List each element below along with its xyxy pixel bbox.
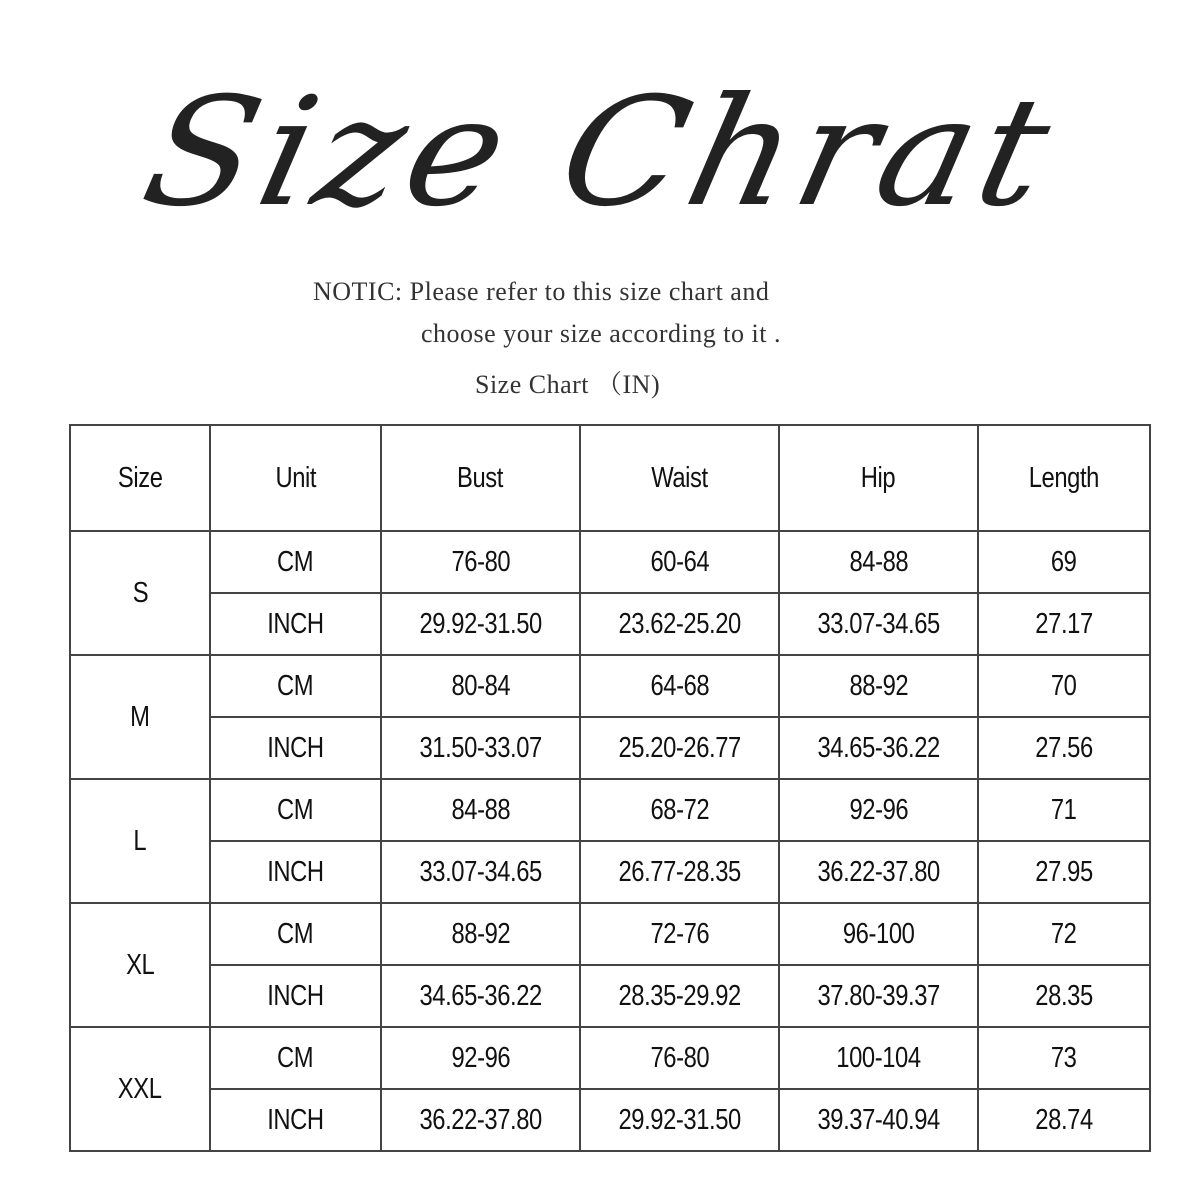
- table-row: [70, 1089, 1150, 1151]
- length-cell: 70: [978, 655, 1150, 717]
- length-cell: 27.17: [978, 593, 1150, 655]
- hip-cell: 37.80-39.37: [779, 965, 978, 1027]
- size-chart-unit-label: Size Chart （IN): [475, 370, 661, 399]
- size-cell: XL: [70, 903, 210, 1027]
- waist-cell: 76-80: [580, 1027, 779, 1089]
- size-cell: M: [70, 655, 210, 779]
- length-cell: 27.95: [978, 841, 1150, 903]
- unit-cell: CM: [210, 779, 381, 841]
- bust-cell: 33.07-34.65: [381, 841, 580, 903]
- unit-cell: CM: [210, 531, 381, 593]
- bust-cell: 31.50-33.07: [381, 717, 580, 779]
- bust-cell: 92-96: [381, 1027, 580, 1089]
- length-cell: 27.56: [978, 717, 1150, 779]
- waist-cell: 28.35-29.92: [580, 965, 779, 1027]
- table-row: [70, 965, 1150, 1027]
- bust-cell: 29.92-31.50: [381, 593, 580, 655]
- hip-cell: 34.65-36.22: [779, 717, 978, 779]
- header-size: Size: [70, 425, 210, 531]
- unit-cell: INCH: [210, 841, 381, 903]
- length-cell: 72: [978, 903, 1150, 965]
- unit-cell: CM: [210, 1027, 381, 1089]
- hip-cell: 84-88: [779, 531, 978, 593]
- hip-cell: 96-100: [779, 903, 978, 965]
- waist-cell: 26.77-28.35: [580, 841, 779, 903]
- length-cell: 69: [978, 531, 1150, 593]
- hip-cell: 100-104: [779, 1027, 978, 1089]
- waist-cell: 64-68: [580, 655, 779, 717]
- notice-line-1: NOTIC: Please refer to this size chart and: [313, 277, 770, 306]
- unit-cell: INCH: [210, 593, 381, 655]
- bust-cell: 76-80: [381, 531, 580, 593]
- waist-cell: 72-76: [580, 903, 779, 965]
- size-cell: XXL: [70, 1027, 210, 1151]
- table-row: [70, 841, 1150, 903]
- length-cell: 28.74: [978, 1089, 1150, 1151]
- header-waist: Waist: [580, 425, 779, 531]
- bust-cell: 34.65-36.22: [381, 965, 580, 1027]
- bust-cell: 88-92: [381, 903, 580, 965]
- page-title: Size Chrat: [129, 66, 1071, 240]
- size-table: [69, 424, 1151, 1152]
- header-length: Length: [978, 425, 1150, 531]
- waist-cell: 60-64: [580, 531, 779, 593]
- length-cell: 28.35: [978, 965, 1150, 1027]
- table-row: [70, 903, 1150, 965]
- waist-cell: 68-72: [580, 779, 779, 841]
- bust-cell: 84-88: [381, 779, 580, 841]
- waist-cell: 23.62-25.20: [580, 593, 779, 655]
- length-cell: 71: [978, 779, 1150, 841]
- notice-line-2: choose your size according to it .: [421, 319, 781, 348]
- header-bust: Bust: [381, 425, 580, 531]
- unit-cell: INCH: [210, 717, 381, 779]
- waist-cell: 29.92-31.50: [580, 1089, 779, 1151]
- size-cell: L: [70, 779, 210, 903]
- table-row: [70, 717, 1150, 779]
- table-row: [70, 1027, 1150, 1089]
- table-row: [70, 779, 1150, 841]
- table-row: [70, 655, 1150, 717]
- hip-cell: 88-92: [779, 655, 978, 717]
- unit-cell: INCH: [210, 965, 381, 1027]
- table-row: [70, 593, 1150, 655]
- header-hip: Hip: [779, 425, 978, 531]
- hip-cell: 33.07-34.65: [779, 593, 978, 655]
- unit-cell: CM: [210, 655, 381, 717]
- bust-cell: 36.22-37.80: [381, 1089, 580, 1151]
- length-cell: 73: [978, 1027, 1150, 1089]
- unit-cell: CM: [210, 903, 381, 965]
- hip-cell: 92-96: [779, 779, 978, 841]
- table-header-row: [70, 425, 1150, 531]
- unit-cell: INCH: [210, 1089, 381, 1151]
- hip-cell: 36.22-37.80: [779, 841, 978, 903]
- waist-cell: 25.20-26.77: [580, 717, 779, 779]
- header-unit: Unit: [210, 425, 381, 531]
- size-cell: S: [70, 531, 210, 655]
- bust-cell: 80-84: [381, 655, 580, 717]
- hip-cell: 39.37-40.94: [779, 1089, 978, 1151]
- table-row: [70, 531, 1150, 593]
